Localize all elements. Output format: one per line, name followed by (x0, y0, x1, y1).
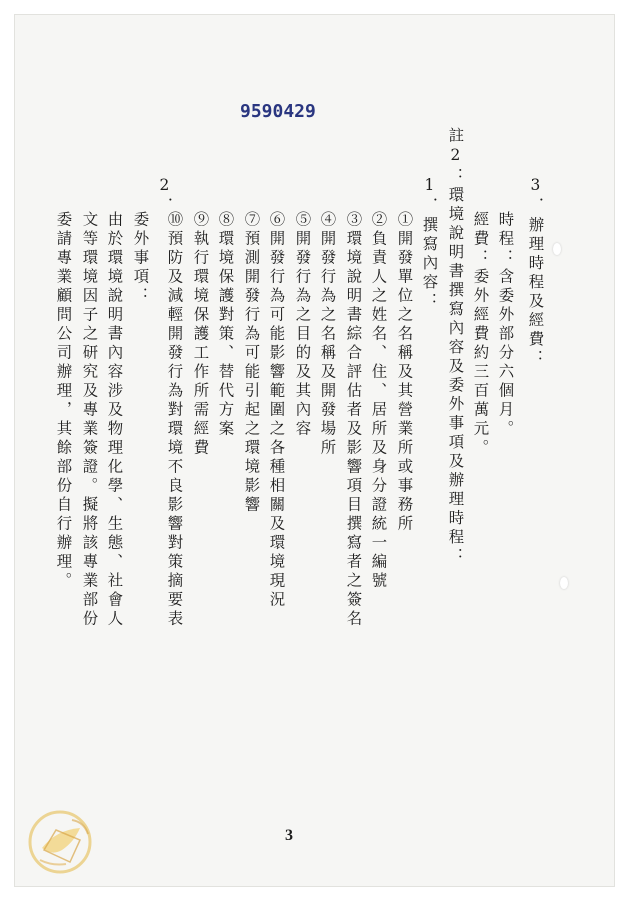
text-column: 註2：環境說明書撰寫內容及委外事項及辦理時程： (446, 127, 465, 567)
text-column: 文等環境因子之研究及專業簽證。擬將該專業部份 (80, 211, 99, 629)
text-column: 時程：含委外部分六個月。 (496, 211, 515, 439)
text-column: 委外事項： (131, 211, 150, 306)
text-column: 3．辦理時程及經費： (526, 176, 545, 369)
text-column: 1．撰寫內容： (420, 176, 439, 312)
text-column: ①開發單位之名稱及其營業所或事務所 (395, 211, 414, 534)
punch-hole-bottom (560, 577, 568, 589)
document-number: 9590429 (240, 101, 316, 122)
punch-hole-top (553, 243, 561, 255)
text-column: ⑤開發行為之目的及其內容 (293, 211, 312, 439)
text-column: ⑥開發行為可能影響範圍之各種相關及環境現況 (267, 211, 286, 610)
document-page (14, 14, 615, 887)
text-column: 經費：委外經費約三百萬元。 (471, 211, 490, 458)
text-column: ⑧環境保護對策、替代方案 (216, 211, 235, 439)
text-column: ⑨執行環境保護工作所需經費 (191, 211, 210, 458)
text-column: 2． (155, 176, 174, 217)
text-column: ②負責人之姓名、住、居所及身分證統一編號 (369, 211, 388, 591)
text-column: 由於環境說明書內容涉及物理化學、生態、社會人 (105, 211, 124, 629)
text-column: 委請專業顧問公司辦理，其餘部份自行辦理。 (54, 211, 73, 591)
text-column: ⑩預防及減輕開發行為對環境不良影響對策摘要表 (165, 211, 184, 629)
text-column: ⑦預測開發行為可能引起之環境影響 (242, 211, 261, 515)
archive-logo-icon (22, 800, 102, 880)
text-column: ④開發行為之名稱及開發場所 (318, 211, 337, 458)
text-column: ③環境說明書綜合評估者及影響項目撰寫者之簽名 (344, 211, 363, 629)
page-number: 3 (285, 827, 293, 844)
